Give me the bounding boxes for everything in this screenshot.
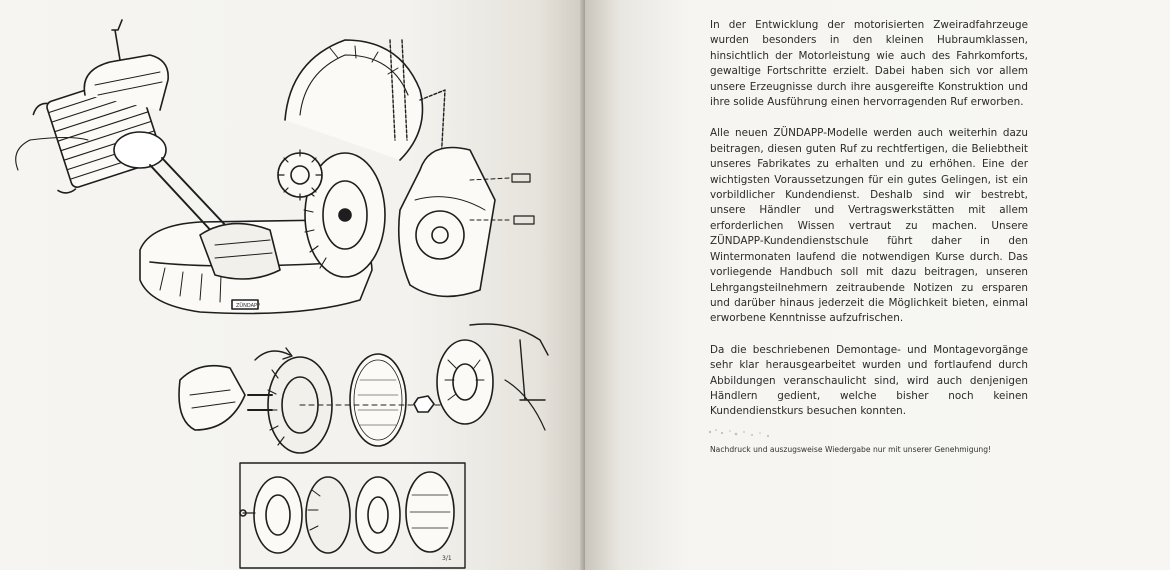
intro-text (710, 18, 1028, 436)
intro-paragraph: In der Entwicklung der motorisierten Zweiradfahrzeuge wurden besonders in den kleinen Hubraumklassen, hinsichtlich der Motorleistung wie auch des Fahrkomforts, gewaltige Fortschritte erzielt. Dabei haben sich vor allem unsere Erzeugnisse durch ihre ausgereifte Konstruktion und ihre solide Ausführung einen hervorragenden Ruf erworben. (710, 19, 1028, 109)
svg-text:3/1: 3/1 (442, 555, 452, 562)
copyright-notice: Nachdruck und auszugsweise Wiedergabe nur mit unserer Genehmigung! (710, 445, 992, 454)
intro-paragraph: Da die beschriebenen Demontage- und Montagevorgänge sehr klar herausgearbeitet wurden und fortlaufend durch Abbildungen veranschaulicht sind, wird auch denjenigen Händlern gedient, welche bisher noch keinen Kundendienstkurs besuchen konnten. (710, 343, 1028, 418)
svg-text:ZÜNDAPP: ZÜNDAPP (236, 303, 261, 309)
intro-paragraph: Alle neuen ZÜNDAPP-Modelle werden auch weiterhin dazu beitragen, diesen guten Ruf zu rechtfertigen, die Beliebtheit unseres Fabrikates zu erhalten und zu erhöhen. Eine der wichtigsten Voraussetzungen für ein gutes Gelingen, ist ein vorbildlicher Kundendienst. Deshalb sind wir bestrebt, unsere Händler und Vertragswerkstätten mit allem erforderlichen Wissen vertraut zu machen. Unsere ZÜNDAPP-Kundendienstschule führt daher in den Wintermonaten laufend die notwendigen Kurse durch. Das vorliegende Handbuch soll mit dazu beitragen, unseren Lehrgangsteilnehmern zeitraubende Notizen zu ersparen und darüber hinaus jederzeit die Möglichkeit bieten, einmal erworbene Kenntnisse aufzufrischen. (710, 127, 1028, 325)
engine-block-drawing (16, 20, 534, 314)
clutch-assembly-drawing (179, 324, 548, 568)
